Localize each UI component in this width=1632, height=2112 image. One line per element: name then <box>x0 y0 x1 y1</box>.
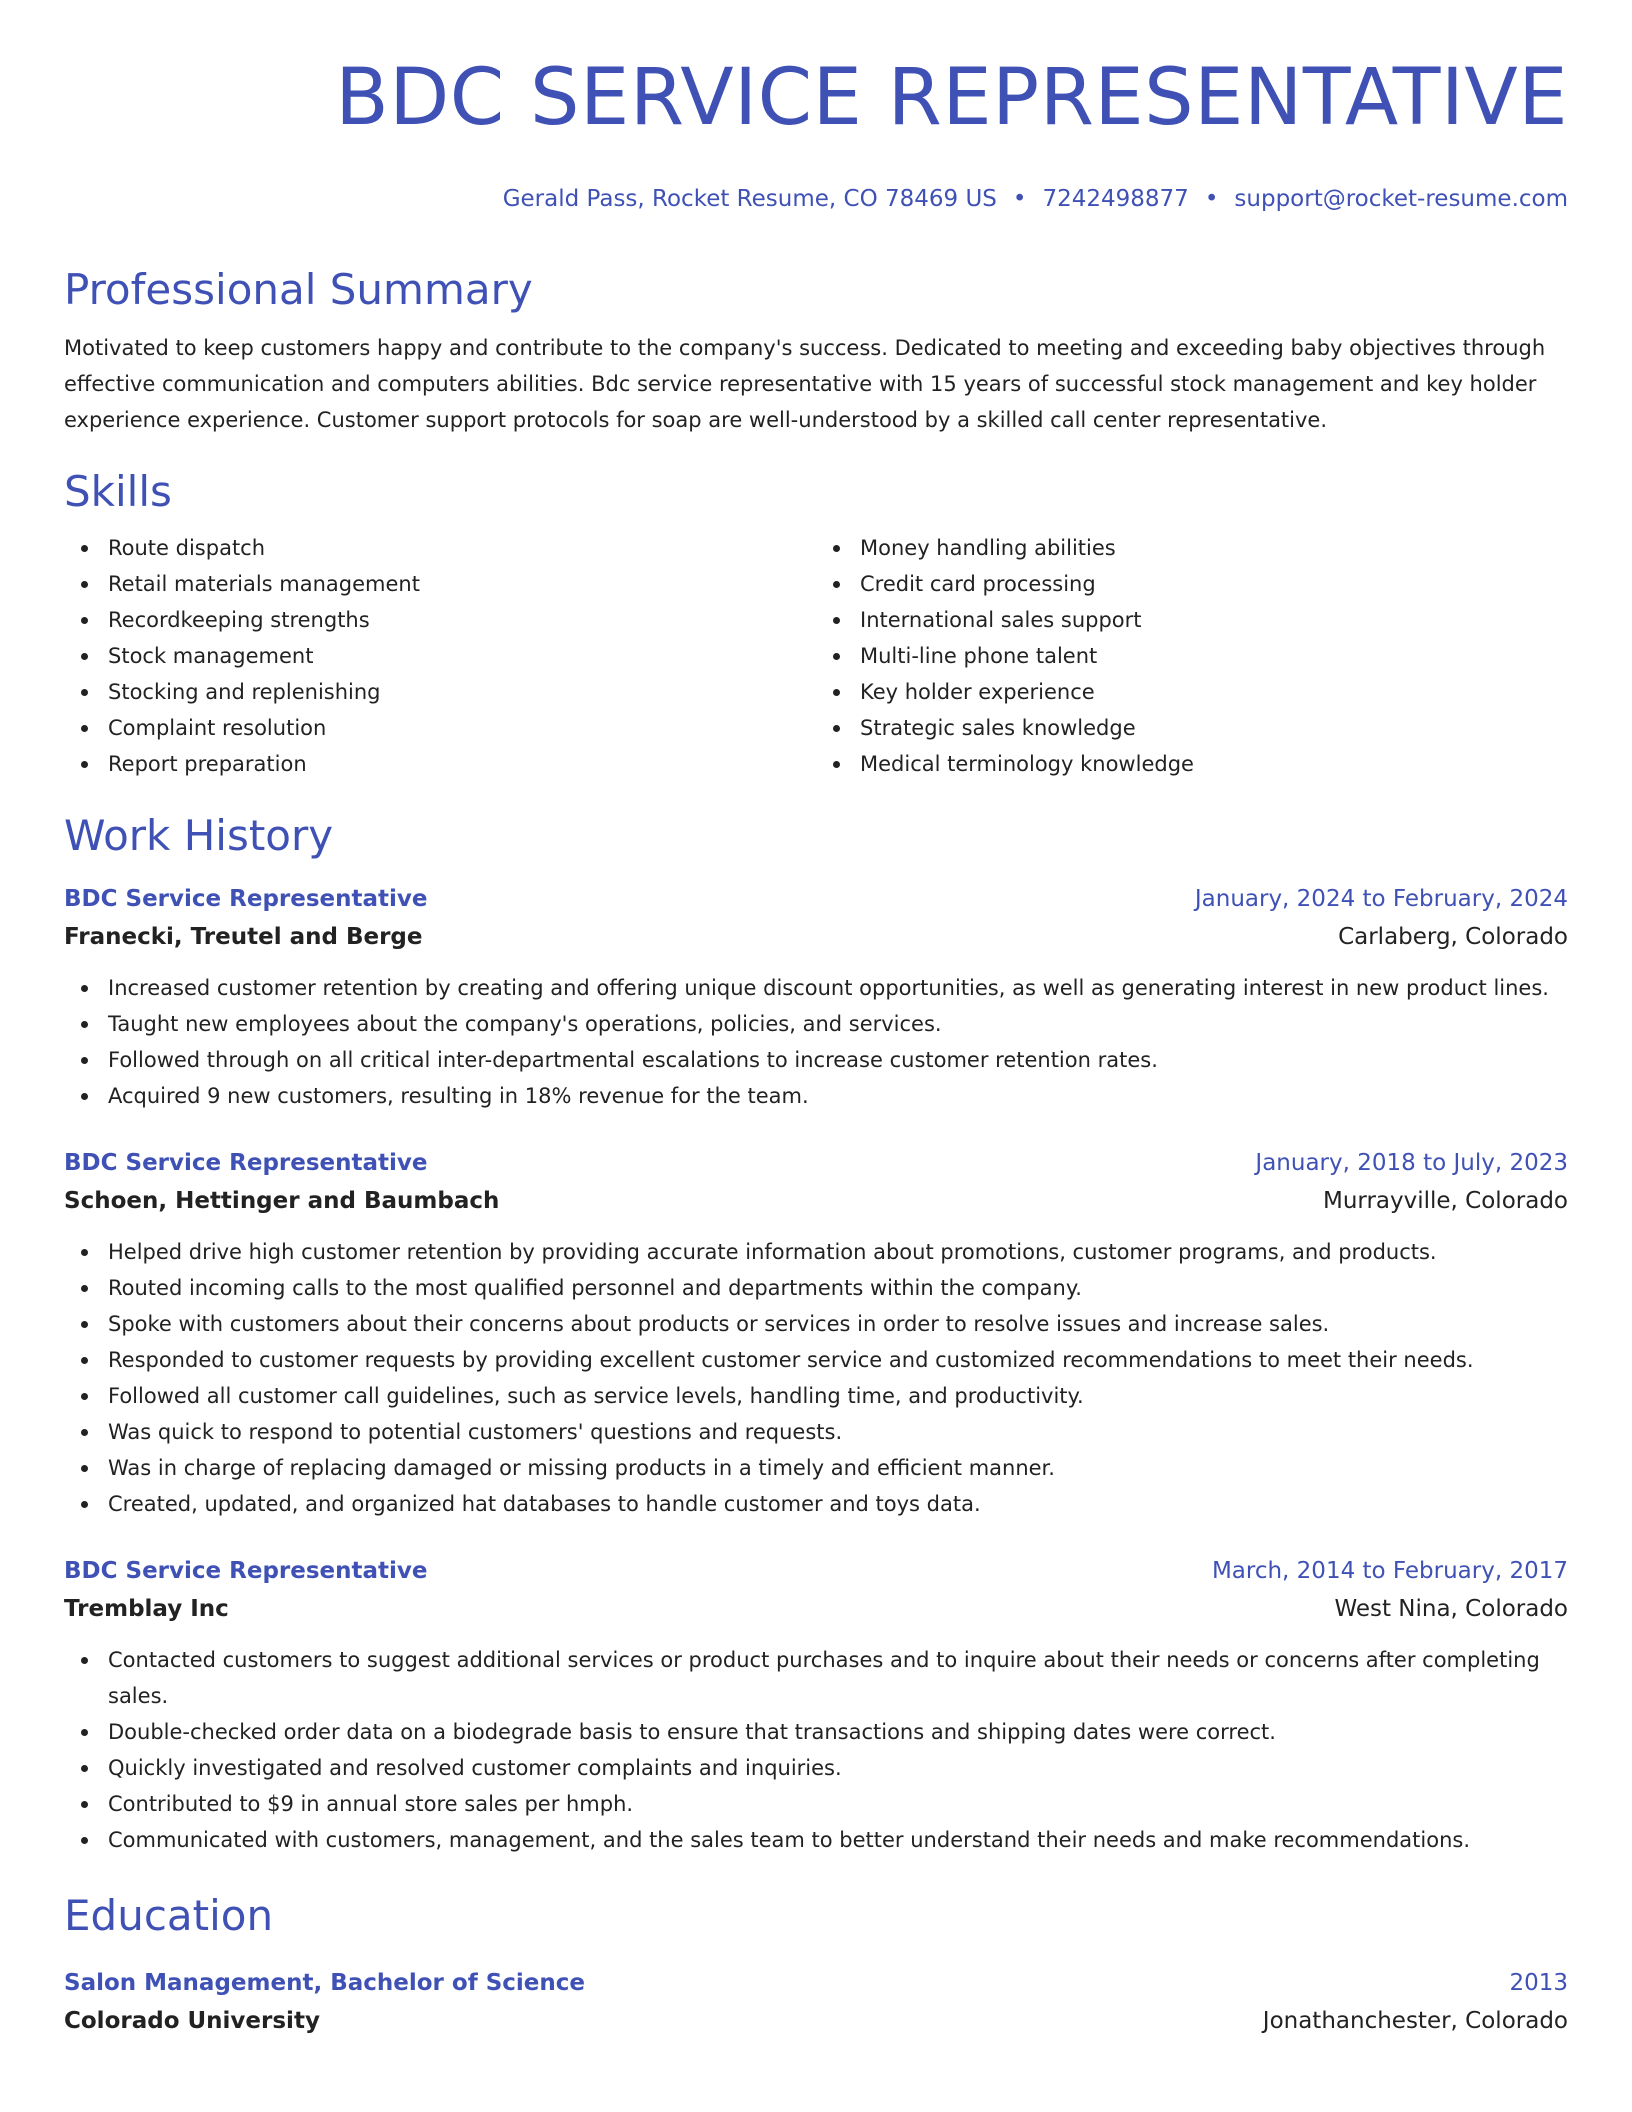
job-entry <box>64 1552 1568 1858</box>
skill-item: Retail materials management <box>64 566 816 602</box>
job-bullet: Followed all customer call guidelines, such as service levels, handling time, and productivity. <box>64 1378 1568 1414</box>
contact-separator: • <box>1204 186 1219 212</box>
contact-separator: • <box>1012 186 1027 212</box>
skills-heading: Skills <box>64 467 172 516</box>
job-entry <box>64 880 1568 1114</box>
contact-line <box>64 184 1568 214</box>
job-bullets <box>64 970 1568 1114</box>
job-bullet: Contributed to $9 in annual store sales per hmph. <box>64 1786 1568 1822</box>
job-dates: January, 2024 to February, 2024 <box>1194 886 1568 912</box>
education-year: 2013 <box>1509 1970 1568 1996</box>
skills-grid <box>64 530 1568 782</box>
skill-item: Stock management <box>64 638 816 674</box>
job-bullet: Created, updated, and organized hat databases to handle customer and toys data. <box>64 1486 1568 1522</box>
job-bullet: Helped drive high customer retention by providing accurate information about promotions, customer programs, and products. <box>64 1234 1568 1270</box>
job-bullets <box>64 1642 1568 1858</box>
skill-item: Strategic sales knowledge <box>816 710 1568 746</box>
job-bullet: Was in charge of replacing damaged or missing products in a timely and efficient manner. <box>64 1450 1568 1486</box>
skill-item: Recordkeeping strengths <box>64 602 816 638</box>
education-entry <box>64 1964 1568 2040</box>
job-bullet: Responded to customer requests by providing excellent customer service and customized recommendations to meet their needs. <box>64 1342 1568 1378</box>
job-bullet: Double-checked order data on a biodegrade basis to ensure that transactions and shipping dates were correct. <box>64 1714 1568 1750</box>
job-dates: January, 2018 to July, 2023 <box>1255 1150 1568 1176</box>
job-entry <box>64 1144 1568 1522</box>
job-location: Carlaberg, Colorado <box>1338 924 1568 950</box>
summary-text: Motivated to keep customers happy and contribute to the company's success. Dedicated to meeting and exceeding baby objectives through effective communication and computers abilities. Bdc service representative with 15 years of successful stock management and key holder experience experience. Customer support protocols for soap are well-understood by a skilled call center representative. <box>64 336 1546 432</box>
education-location: Jonathanchester, Colorado <box>1262 2008 1568 2034</box>
skills-column-left <box>64 530 816 782</box>
job-bullet: Taught new employees about the company's operations, policies, and services. <box>64 1006 1568 1042</box>
skills-column-right <box>816 530 1568 782</box>
education-degree: Salon Management, Bachelor of Science <box>64 1970 585 1996</box>
skill-item: International sales support <box>816 602 1568 638</box>
job-title: BDC Service Representative <box>64 886 428 912</box>
summary-heading: Professional Summary <box>64 265 533 314</box>
job-bullet: Routed incoming calls to the most qualified personnel and departments within the company. <box>64 1270 1568 1306</box>
skill-item: Stocking and replenishing <box>64 674 816 710</box>
skill-item: Route dispatch <box>64 530 816 566</box>
job-location: West Nina, Colorado <box>1334 1596 1568 1622</box>
job-bullets <box>64 1234 1568 1522</box>
work-history-heading: Work History <box>64 811 334 860</box>
skill-item: Multi-line phone talent <box>816 638 1568 674</box>
contact-email: support@rocket-resume.com <box>1234 186 1568 212</box>
job-bullet: Acquired 9 new customers, resulting in 18% revenue for the team. <box>64 1078 1568 1114</box>
contact-phone: 7242498877 <box>1042 186 1189 212</box>
job-company: Tremblay Inc <box>64 1596 229 1622</box>
job-bullet: Increased customer retention by creating and offering unique discount opportunities, as well as generating interest in new product lines. <box>64 970 1568 1006</box>
skill-item: Money handling abilities <box>816 530 1568 566</box>
resume-title: BDC SERVICE REPRESENTATIVE <box>335 53 1568 143</box>
education-heading: Education <box>64 1891 274 1940</box>
skill-item: Key holder experience <box>816 674 1568 710</box>
skill-item: Report preparation <box>64 746 816 782</box>
job-bullet: Followed through on all critical inter-departmental escalations to increase customer retention rates. <box>64 1042 1568 1078</box>
job-location: Murrayville, Colorado <box>1322 1188 1568 1214</box>
contact-address: Gerald Pass, Rocket Resume, CO 78469 US <box>502 186 997 212</box>
job-bullet: Communicated with customers, management, and the sales team to better understand their needs and make recommendations. <box>64 1822 1568 1858</box>
job-company: Franecki, Treutel and Berge <box>64 924 423 950</box>
job-bullet: Was quick to respond to potential customers' questions and requests. <box>64 1414 1568 1450</box>
job-dates: March, 2014 to February, 2017 <box>1211 1558 1568 1584</box>
skill-item: Credit card processing <box>816 566 1568 602</box>
job-title: BDC Service Representative <box>64 1558 428 1584</box>
job-bullet: Quickly investigated and resolved customer complaints and inquiries. <box>64 1750 1568 1786</box>
job-bullet: Spoke with customers about their concerns about products or services in order to resolve issues and increase sales. <box>64 1306 1568 1342</box>
education-school: Colorado University <box>64 2008 320 2034</box>
job-bullet: Contacted customers to suggest additional services or product purchases and to inquire about their needs or concerns after completing sales. <box>64 1642 1568 1714</box>
job-company: Schoen, Hettinger and Baumbach <box>64 1188 500 1214</box>
skill-item: Complaint resolution <box>64 710 816 746</box>
job-title: BDC Service Representative <box>64 1150 428 1176</box>
skill-item: Medical terminology knowledge <box>816 746 1568 782</box>
